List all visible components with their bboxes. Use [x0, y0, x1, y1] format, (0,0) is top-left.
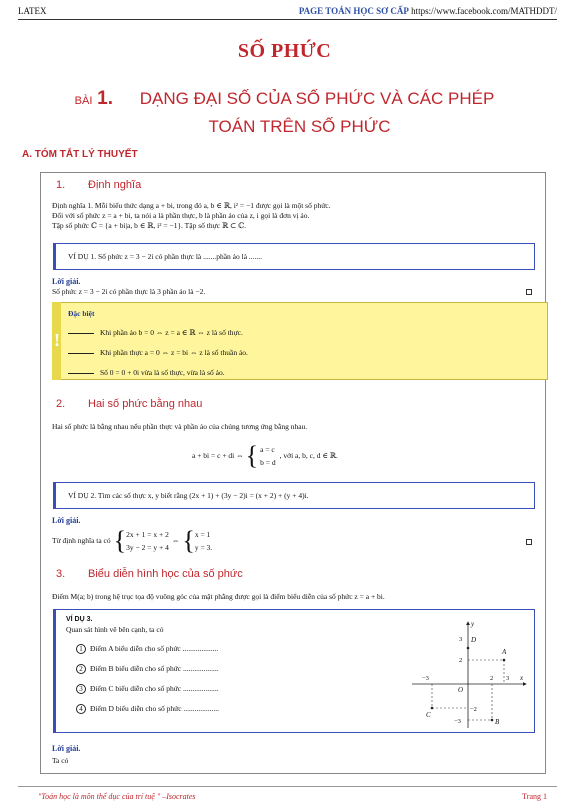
header-url[interactable]: https://www.facebook.com/MATHDDT/: [411, 6, 557, 16]
note-item-2: Khi phần thực a = 0 ⇔ z = bi ⇔ z là số thuần ảo.: [68, 348, 248, 358]
lesson-title-text1: DẠNG ĐẠI SỐ CỦA SỐ PHỨC VÀ CÁC PHÉP: [139, 89, 495, 108]
formula-right: , với a, b, c, d ∈ ℝ.: [279, 451, 338, 460]
system-2-bottom: y = 3.: [194, 543, 213, 552]
definition-1: Định nghĩa 1. Mỗi biểu thức dạng a + bi, trong đó a, b ∈ ℝ, i² = −1 được gọi là một số phức.: [52, 201, 331, 210]
example-3-item-4: 4 Điểm D biểu diễn cho số phức ...................: [76, 704, 219, 714]
formula-brace: {: [245, 441, 259, 470]
equality-definition: Hai số phức là bằng nhau nếu phần thực và phần ảo của chúng tương ứng bằng nhau.: [52, 422, 308, 431]
point-a: [503, 659, 506, 662]
solution-1-label: Lời giải.: [52, 277, 81, 286]
exclamation-icon: !: [54, 330, 60, 350]
definition-1-set: Tập số phức ℂ = {a + bi|a, b ∈ ℝ, i² = −1}. Tập số thực ℝ ⊂ ℂ.: [52, 221, 246, 230]
tick-y-neg2: −2: [470, 706, 477, 713]
formula-left: a + bi = c + di ⇔: [192, 451, 244, 460]
system-1: [126, 528, 169, 554]
example-1-text: VÍ DỤ 1. Số phức z = 3 − 2i có phần thực là .......phần ảo là .......: [68, 252, 263, 261]
subsection-3-title: [56, 568, 243, 580]
note-heading: Đặc biệt: [68, 309, 95, 318]
footer-quote: "Toán học là môn thể dục của trí tuệ " –Isocrates: [38, 792, 196, 801]
point-b: [491, 719, 494, 722]
system-2-brace: {: [182, 526, 195, 555]
tick-y-neg3: −3: [454, 718, 461, 725]
system-1-brace: {: [113, 526, 127, 555]
example-2-box: [53, 482, 535, 509]
system-2-top: x = 1: [194, 530, 211, 539]
system-2: [195, 528, 212, 554]
footer-rule: [18, 786, 557, 787]
formula-bottom: b = d: [260, 458, 276, 467]
geometric-definition: Điểm M(a; b) trong hệ trục tọa độ vuông góc của mặt phẳng được gọi là điểm biểu diễn của số phức z = a + bi.: [52, 592, 385, 601]
section-a-heading: A. TÓM TẮT LÝ THUYẾT: [22, 149, 138, 160]
lesson-prefix: BÀI: [74, 95, 93, 107]
tick-x-3: 3: [506, 675, 510, 682]
header-rule: [18, 19, 557, 20]
tick-x-2: 2: [490, 675, 494, 682]
lesson-title-line2: TOÁN TRÊN SỐ PHỨC: [208, 117, 391, 136]
tick-y-2: 2: [459, 657, 463, 664]
solution-3-label: Lời giải.: [52, 744, 81, 753]
y-axis-label: y: [471, 620, 475, 628]
header-page: [299, 6, 557, 16]
subsection-2-text: Hai số phức bằng nhau: [88, 398, 203, 410]
definition-1-parts: Đối với số phức z = a + bi, ta nói a là phần thực, b là phần ảo của z, i gọi là đơn vị ảo.: [52, 211, 310, 220]
subsection-1-title: [56, 179, 141, 191]
qed-2: [526, 539, 532, 545]
label-d: D: [471, 636, 477, 644]
subsection-3-number: 3.: [56, 568, 66, 580]
solution-2-prefix: Từ định nghĩa ta có: [52, 536, 111, 545]
equivalence-symbol: ⇔: [171, 536, 180, 545]
note-item-1: Khi phần ảo b = 0 ⇔ z = a ∈ ℝ ⇔ z là số thực.: [68, 328, 243, 338]
solution-3-text: Ta có: [52, 756, 69, 765]
header-page-name: PAGE TOÁN HỌC SƠ CẤP: [298, 6, 409, 16]
tick-y-3: 3: [459, 636, 463, 643]
latex-logo: LATEX: [18, 6, 47, 16]
label-c: C: [426, 711, 431, 719]
equality-formula: [192, 441, 338, 471]
system-1-bottom: 3y − 2 = y + 4: [126, 543, 169, 552]
coordinate-plane: [408, 614, 532, 732]
example-3-intro: Quan sát hình vẽ bên cạnh, ta có: [66, 625, 164, 634]
formula-system: [260, 443, 275, 469]
page-number: Trang 1: [522, 792, 547, 801]
lesson-number: 1.: [97, 88, 113, 109]
example-3-item-3: 3 Điểm C biểu diễn cho số phức ...................: [76, 684, 219, 694]
lesson-title-line1: [0, 86, 569, 114]
solution-2-label: Lời giải.: [52, 516, 81, 525]
subsection-3-text: Biểu diễn hình học của số phức: [88, 568, 243, 580]
formula-top: a = c: [260, 445, 275, 454]
point-d: [467, 647, 470, 650]
label-b: B: [495, 718, 500, 726]
example-3-title: VÍ DỤ 3.: [66, 616, 93, 623]
example-1-box: [53, 243, 535, 270]
qed-1: [526, 289, 532, 295]
x-axis-label: x: [520, 674, 524, 682]
tick-x-neg3: −3: [422, 675, 429, 682]
example-2-text: VÍ DỤ 2. Tìm các số thực x, y biết rằng (2x + 1) + (3y − 2)i = (x + 2) + (y + 4)i.: [68, 491, 309, 500]
subsection-1-text: Định nghĩa: [88, 179, 142, 191]
subsection-2-title: [56, 398, 202, 410]
example-3-item-2: 2 Điểm B biểu diễn cho số phức ...................: [76, 664, 219, 674]
solution-2-system: [52, 528, 212, 554]
chapter-title: SỐ PHỨC: [237, 40, 332, 62]
example-3-item-1: 1 Điểm A biểu diễn cho số phức ...................: [76, 644, 218, 654]
subsection-2-number: 2.: [56, 398, 66, 410]
point-c: [431, 707, 434, 710]
note-item-3: Số 0 = 0 + 0i vừa là số thực, vừa là số ảo.: [68, 368, 225, 378]
origin-label: O: [458, 686, 464, 694]
solution-1-text: Số phức z = 3 − 2i có phần thực là 3 phần ảo là −2.: [52, 287, 206, 296]
system-1-top: 2x + 1 = x + 2: [126, 530, 169, 539]
label-a: A: [502, 648, 507, 656]
subsection-1-number: 1.: [56, 179, 66, 191]
